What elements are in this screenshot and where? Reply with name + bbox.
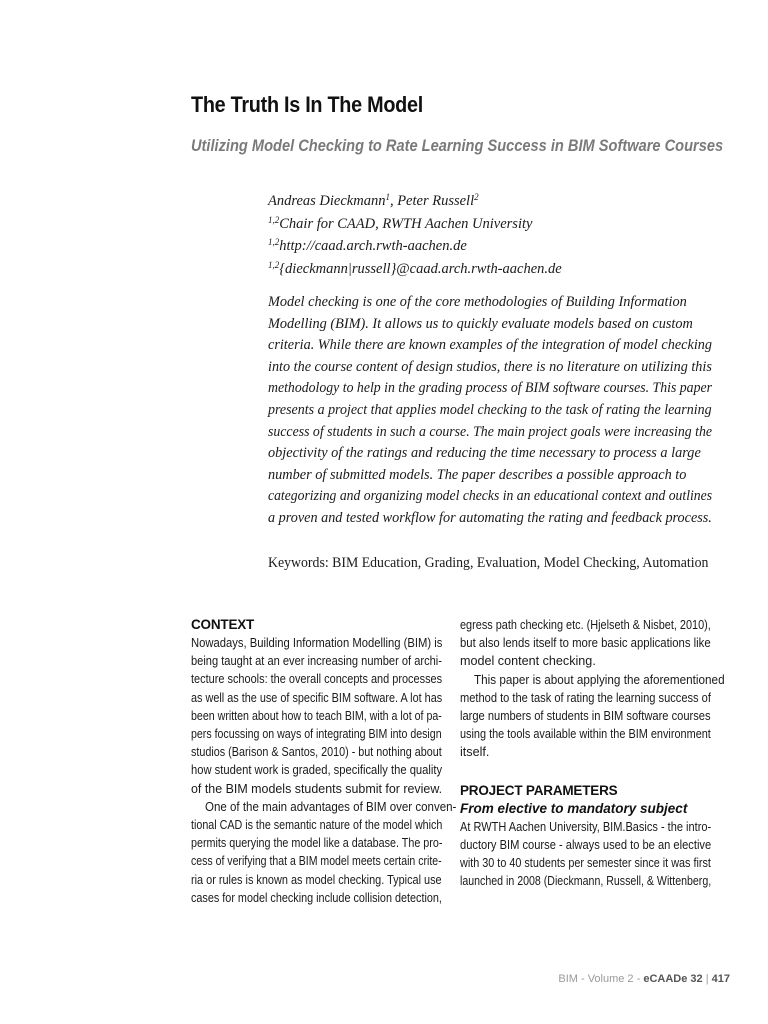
body-line-text: Nowadays, Building Information Modelling (BIM) is: [191, 636, 443, 650]
body-line: [191, 743, 442, 761]
url-text: http://caad.arch.rwth-aachen.de: [279, 238, 467, 254]
section-heading-context: CONTEXT: [191, 617, 255, 632]
body-line: [460, 872, 711, 890]
abstract-line: [268, 486, 712, 508]
abstract-line-text: categorizing and organizing model checks in an educational context and outlines: [268, 488, 713, 505]
body-line-text: method to the task of rating the learning success of: [460, 690, 711, 705]
abstract-line: [268, 378, 712, 400]
abstract-line: [268, 465, 712, 487]
subsection-heading: From elective to mandatory subject: [460, 800, 688, 816]
author-sup-1: 1: [385, 192, 390, 202]
body-line-text: One of the main advantages of BIM over conven-: [205, 799, 457, 814]
url-sup: 1,2: [268, 237, 280, 247]
page-footer: [558, 972, 730, 986]
body-line: [191, 670, 442, 688]
body-line-text: This paper is about applying the aforementioned: [474, 672, 725, 687]
paper-subtitle: Utilizing Model Checking to Rate Learning Success in BIM Software Courses: [191, 136, 724, 155]
body-line-text: cases for model checking include collision detection,: [191, 890, 442, 905]
body-line: [460, 616, 711, 634]
abstract-line-text: number of submitted models. The paper describes a possible approach to: [268, 466, 687, 483]
section-heading-project-parameters: PROJECT PARAMETERS: [460, 782, 618, 798]
body-line-text: being taught at an ever increasing number of archi-: [191, 654, 442, 669]
body-line: [191, 761, 442, 779]
body-line: [191, 707, 442, 725]
body-line-text: launched in 2008 (Dieckmann, Russell, & Wittenberg,: [460, 874, 712, 889]
body-line: [191, 689, 442, 707]
body-line: [460, 689, 711, 707]
body-line: [191, 816, 442, 834]
abstract-line: [268, 292, 712, 314]
body-line-text: tional CAD is the semantic nature of the model which: [191, 818, 443, 833]
footer-separator: |: [702, 973, 712, 985]
affiliation-text: Chair for CAAD, RWTH Aachen University: [279, 215, 533, 232]
abstract-line: [268, 335, 712, 357]
abstract: [268, 292, 712, 530]
left-column: [191, 616, 457, 907]
abstract-line: [268, 314, 712, 336]
body-line: [191, 852, 442, 870]
abstract-line-text: objectivity of the ratings and reducing the time necessary to process a large: [268, 445, 701, 462]
author-name-1: Andreas Dieckmann: [268, 193, 386, 209]
body-line: [460, 707, 711, 725]
email-sup: 1,2: [268, 259, 280, 270]
keywords-text: Keywords: BIM Education, Grading, Evaluation, Model Checking, Automation: [268, 555, 709, 571]
paper-title: The Truth Is In The Model: [191, 92, 423, 117]
body-line-text: but also lends itself to more basic applications like: [460, 636, 711, 651]
body-line-text: At RWTH Aachen University, BIM.Basics - the intro-: [460, 819, 712, 834]
affiliation-sup: 1,2: [268, 214, 280, 225]
abstract-line-text: criteria. While there are known examples of the integration of model checking: [268, 337, 713, 354]
body-line-text: ria or rules is known as model checking. Typical use: [191, 872, 442, 887]
abstract-line: [268, 400, 712, 422]
body-line-text: pers focussing on ways of integrating BIM into design: [191, 727, 442, 742]
body-line-text: ductory BIM course - always used to be an elective: [460, 837, 712, 852]
body-line: [460, 836, 711, 854]
body-line: [191, 780, 442, 798]
body-line-text: of the BIM models students submit for review.: [191, 781, 443, 796]
body-line-text: with 30 to 40 students per semester since it was first: [460, 856, 711, 871]
abstract-line-text: methodology to help in the grading process of BIM software courses. This paper: [268, 380, 712, 397]
body-line: [191, 834, 442, 852]
email-text: {dieckmann|russell}@caad.arch.rwth-aachen.de: [279, 260, 562, 277]
body-line-text: studios (Barison & Santos, 2010) - but nothing about: [191, 745, 442, 760]
abstract-line-text: presents a project that applies model checking to the task of rating the learning: [268, 401, 712, 418]
page-number: 417: [711, 973, 730, 985]
author-block: [268, 190, 728, 280]
footer-prefix: BIM - Volume 2 -: [558, 973, 644, 985]
keywords: [268, 553, 738, 573]
abstract-line-text: a proven and tested workflow for automating the rating and feedback process.: [268, 509, 712, 526]
body-line: [460, 652, 711, 670]
abstract-line: [268, 422, 712, 444]
body-line: [191, 652, 442, 670]
author-email: [268, 258, 728, 281]
author-affiliation: [268, 213, 728, 236]
abstract-line: [268, 357, 712, 379]
body-line: [460, 854, 711, 872]
spacer: [460, 762, 711, 782]
author-url: [268, 235, 728, 258]
author-sup-2: 2: [474, 192, 479, 202]
body-line: [191, 798, 457, 816]
body-line: [191, 725, 442, 743]
body-line-text: egress path checking etc. (Hjelseth & Nisbet, 2010),: [460, 618, 711, 632]
author-names: [268, 190, 728, 213]
body-line-text: been written about how to teach BIM, with a lot of pa-: [191, 708, 442, 723]
body-line: [460, 725, 711, 743]
body-line-text: permits querying the model like a database. The pro-: [191, 836, 443, 851]
abstract-line-text: Model checking is one of the core methodologies of Building Information: [268, 294, 687, 310]
body-line-text: as well as the use of specific BIM software. A lot has: [191, 690, 443, 705]
body-line: [191, 634, 442, 652]
abstract-line: [268, 508, 712, 530]
body-line-text: using the tools available within the BIM environment: [460, 727, 711, 742]
body-line-text: large numbers of students in BIM software courses: [460, 709, 711, 724]
body-line: [460, 818, 711, 836]
body-line: [460, 671, 725, 689]
abstract-line-text: success of students in such a course. The main project goals were increasing the: [268, 423, 713, 440]
body-line-text: how student work is graded, specifically the quality: [191, 763, 443, 778]
body-line: [191, 889, 442, 907]
body-line-text: itself.: [460, 745, 490, 760]
body-line: [460, 743, 711, 761]
body-line: [191, 871, 442, 889]
body-line-text: cess of verifying that a BIM model meets certain crite-: [191, 854, 442, 869]
author-name-2: , Peter Russell: [389, 193, 475, 209]
right-column: [460, 616, 725, 890]
body-line-text: model content checking.: [460, 654, 596, 669]
abstract-line-text: Modelling (BIM). It allows us to quickly evaluate models based on custom: [268, 315, 693, 332]
abstract-line-text: into the course content of design studios, there is no literature on utilizing this: [268, 358, 712, 375]
body-line-text: tecture schools: the overall concepts and processes: [191, 672, 443, 687]
abstract-line: [268, 443, 712, 465]
body-line: [460, 634, 711, 652]
footer-conference: eCAADe 32: [643, 973, 703, 985]
